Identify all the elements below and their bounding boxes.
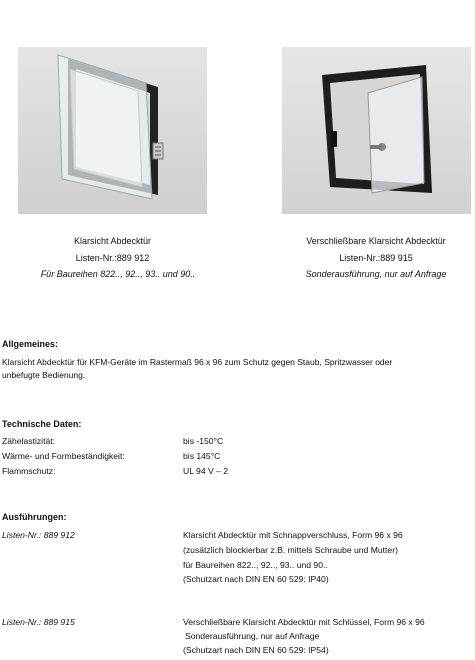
variant-line: (Schutzart nach DIN EN 60 529: IP40) [183,574,329,584]
section-heading-variants: Ausführungen: [2,512,67,522]
product-listing-number: Listen-Nr.:889 915 [339,253,413,263]
section-heading-general: Allgemeines: [2,339,59,349]
variant-listing-number: Listen-Nr.: 889 915 [2,617,75,627]
product-listing-number: Listen-Nr.:889 912 [75,253,150,263]
general-description: unbefugte Bedienung. [2,370,86,380]
tech-label: Zähelastizität: [2,436,56,446]
variant-line: (zusätzlich blockierbar z.B. mittels Schraube und Mutter) [183,545,398,555]
general-description: Klarsicht Abdecktür für KFM-Geräte im Rastermaß 96 x 96 zum Schutz gegen Staub, Spritzwasser oder [2,357,393,367]
variant-listing-number: Listen-Nr.: 889 912 [2,530,75,540]
tech-value: bis 145°C [183,451,221,461]
variant-line: Sonderausführung, nur auf Anfrage [185,631,320,641]
section-heading-tech: Technische Daten: [2,419,82,429]
product-note: Sonderausführung, nur auf Anfrage [305,269,447,279]
product-name: Verschließbare Klarsicht Abdecktür [306,236,446,246]
product-image-889912 [18,47,207,214]
tech-label: Wärme- und Formbeständigkeit: [2,451,125,461]
variant-line: für Baureihen 822.., 92.., 93.. und 90.. [183,560,328,570]
variant-line: (Schutzart nach DIN EN 60 529: IP54) [183,645,329,655]
product-note: Für Baureihen 822.., 92.., 93.. und 90.. [40,269,196,279]
variant-line: Verschließbare Klarsicht Abdecktür mit Schlüssel, Form 96 x 96 [183,617,425,627]
tech-label: Flammschutz: [2,466,56,476]
tech-value: UL 94 V – 2 [183,466,229,476]
variant-line: Klarsicht Abdecktür mit Schnappverschluss, Form 96 x 96 [183,530,403,540]
product-name: Klarsicht Abdecktür [73,236,152,246]
tech-value: bis -150°C [183,436,224,446]
product-image-889915 [282,47,471,214]
